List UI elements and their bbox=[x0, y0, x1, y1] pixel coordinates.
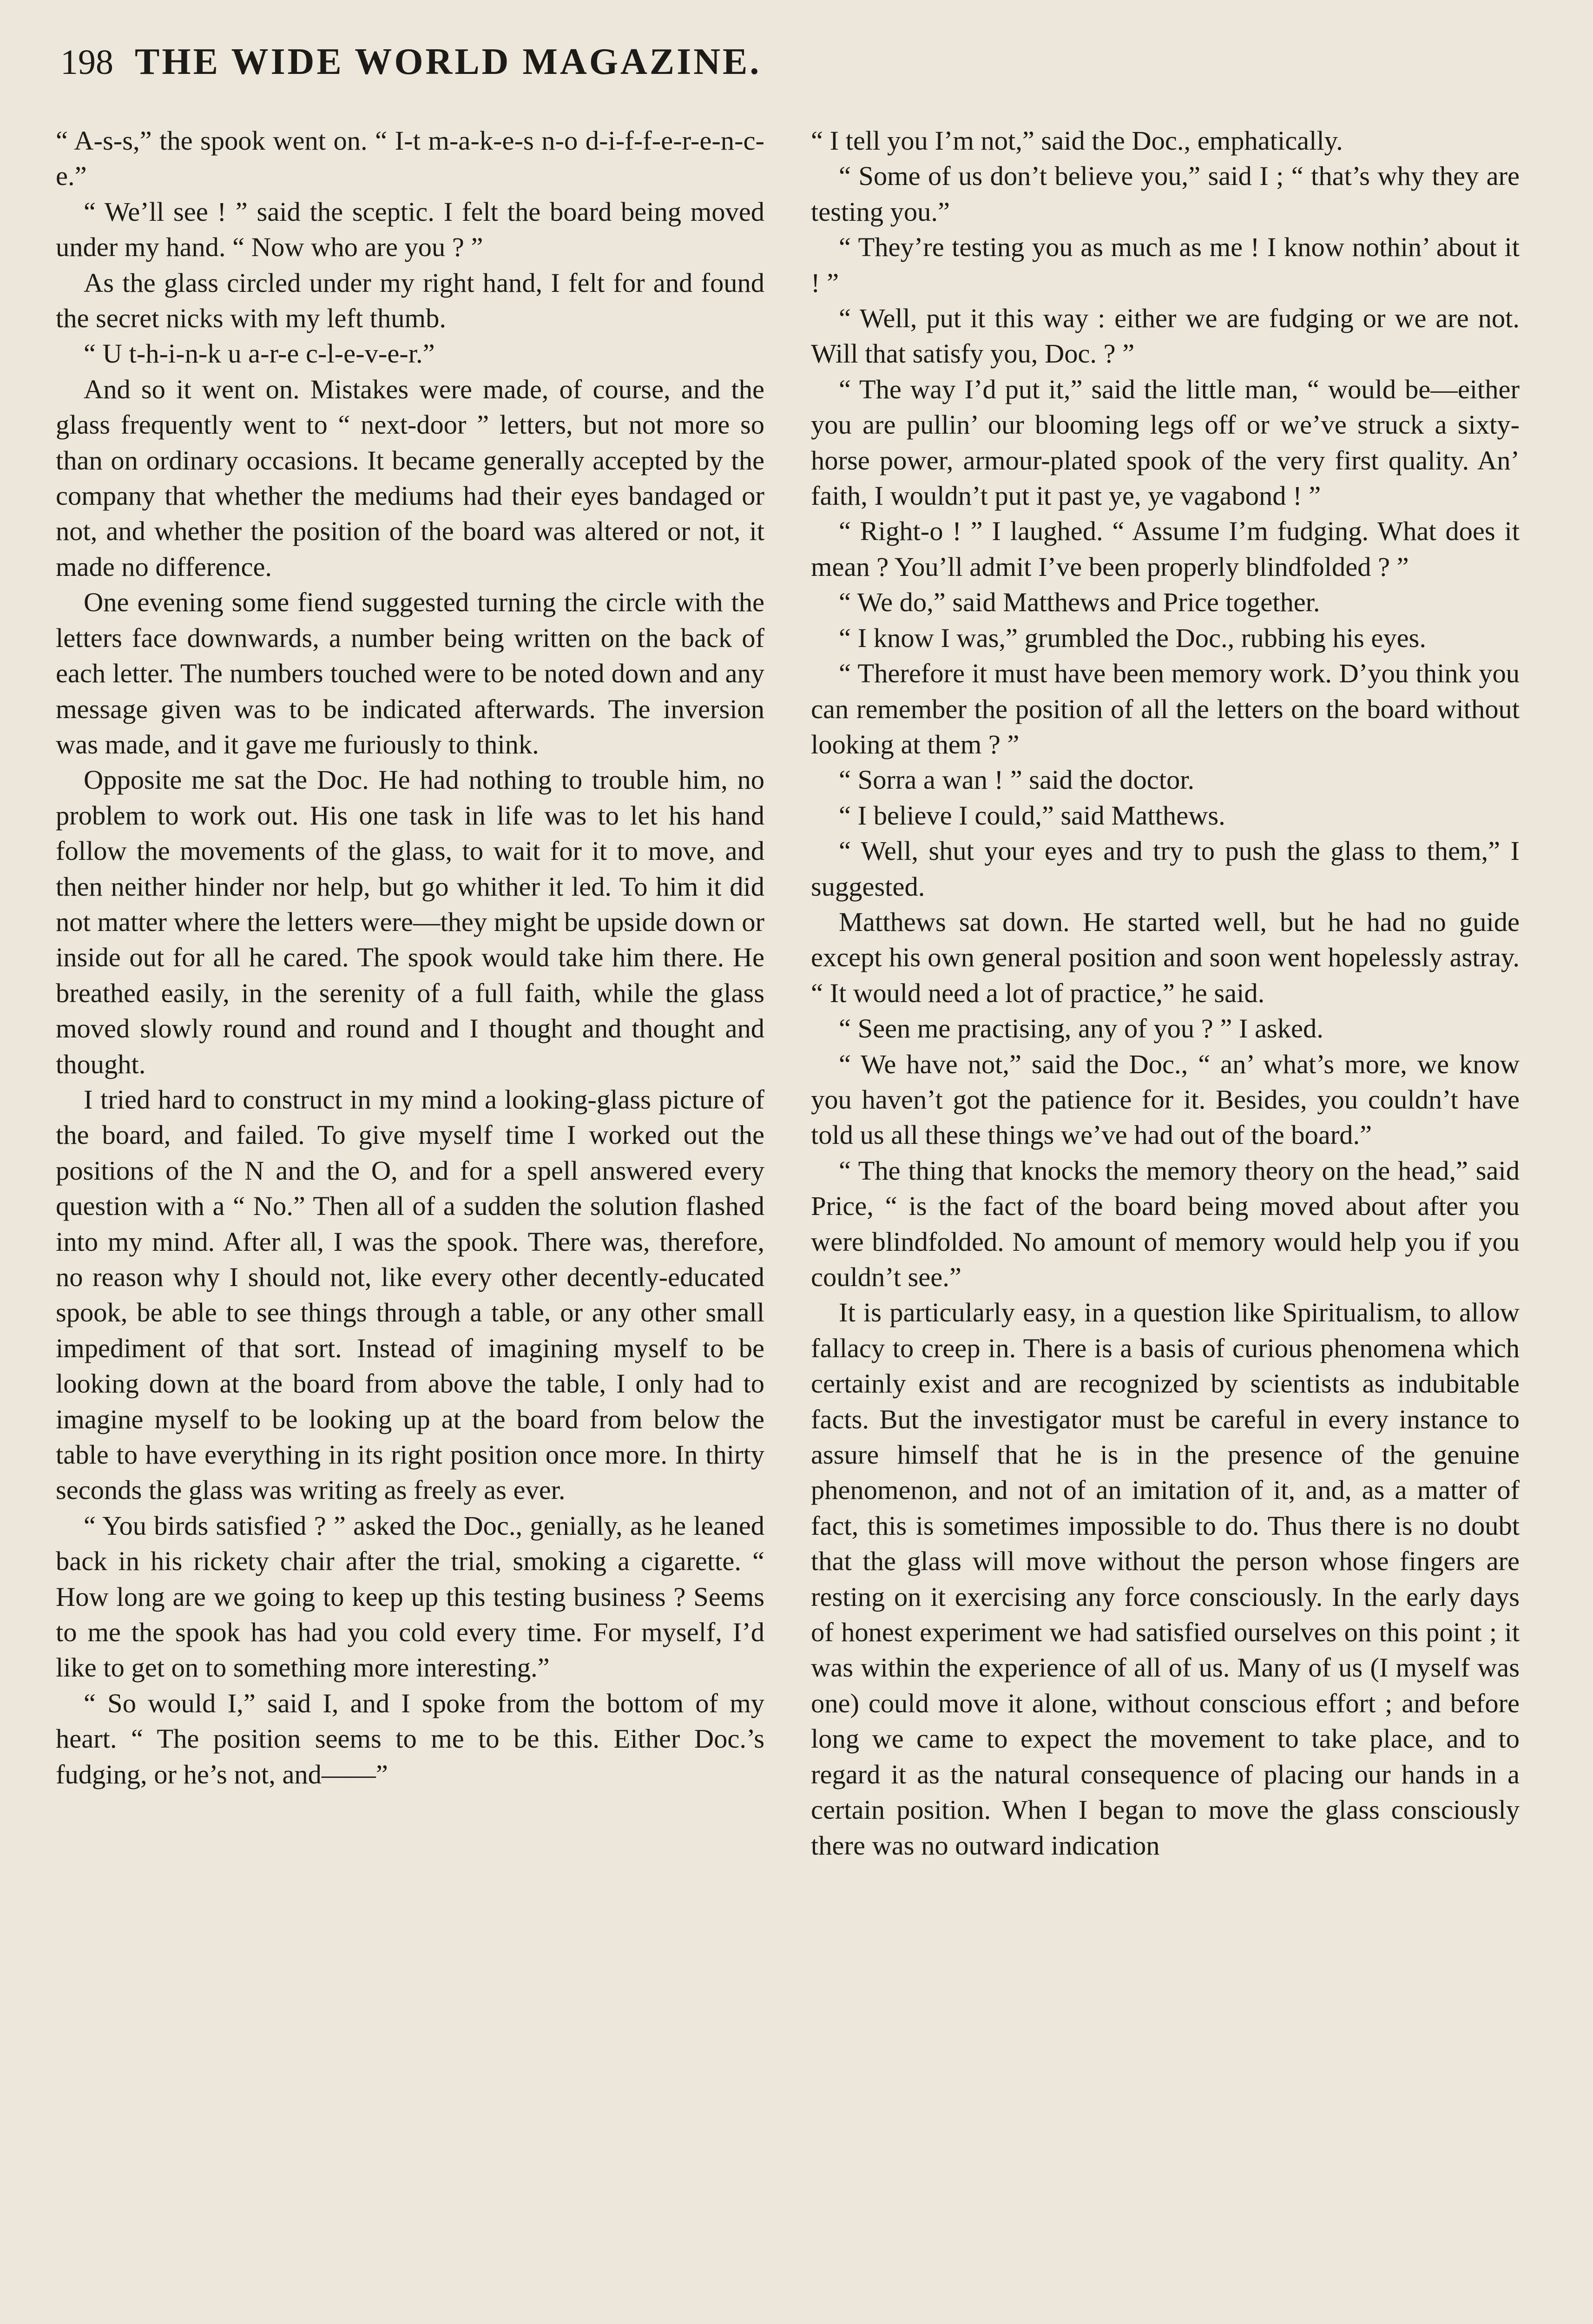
paragraph: “ I tell you I’m not,” said the Doc., emphatically. bbox=[811, 125, 1343, 156]
paragraph: As the glass circled under my right hand, I felt for and found the secret nicks with my left thumb. bbox=[56, 267, 764, 334]
paragraph: “ We have not,” said the Doc., “ an’ what’s more, we know you haven’t got the patience for it. Besides, you couldn’t have told us all these things we’ve had out of the board.” bbox=[811, 1049, 1520, 1150]
paragraph: “ I know I was,” grumbled the Doc., rubbing his eyes. bbox=[839, 622, 1426, 653]
paragraph: “ Therefore it must have been memory work. D’you think you can remember the position of all the letters on the board without looking at them ? ” bbox=[811, 658, 1520, 759]
paragraph: One evening some fiend suggested turning the circle with the letters face downwards, a number being written on the back of each letter. The numbers touched were to be noted down and any message given was to be indicated afterwards. The inversion was made, and it gave me furiously to think. bbox=[56, 587, 764, 759]
paragraph: “ Right-o ! ” I laughed. “ Assume I’m fudging. What does it mean ? You’ll admit I’ve been properly blindfolded ? ” bbox=[811, 516, 1520, 582]
left-column bbox=[56, 123, 764, 2324]
paragraph: “ Seen me practising, any of you ? ” I asked. bbox=[839, 1013, 1323, 1044]
paragraph: It is particularly easy, in a question like Spiritualism, to allow fallacy to creep in. There is a basis of curious phenomena which certainly exist and are recognized by scientists as indubitable facts. But the investigator must be careful in every instance to assure himself that he is in the presence of the genuine phenomenon, and not of an imitation of it, and, as a matter of fact, this is sometimes impossible to do. Thus there is no doubt that the glass will move without the person whose fingers are resting on it exercising any force consciously. In the early days of honest experiment we had satisfied ourselves on this point ; it was within the experience of all of us. Many of us (I myself was one) could move it alone, without conscious effort ; and before long we came to expect the movement to take place, and to regard it as the natural consequence of placing our hands in a certain position. When I began to move the glass consciously there was no outward indication bbox=[811, 1297, 1520, 1861]
page-number: 198 bbox=[60, 43, 113, 82]
paragraph: I tried hard to construct in my mind a looking-glass picture of the board, and failed. To give myself time I worked out the positions of the N and the O, and for a spell answered every question with a “ No.” Then all of a sudden the solution flashed into my mind. After all, I was the spook. There was, therefore, no reason why I should not, like every other decently-educated spook, be able to see things through a table, or any other small impediment of that sort. Instead of imagining myself to be looking down at the board from above the table, I only had to imagine myself to be looking up at the board from below the table to have everything in its right position once more. In thirty seconds the glass was writing as freely as ever. bbox=[56, 1084, 764, 1505]
paragraph: Opposite me sat the Doc. He had nothing to trouble him, no problem to work out. His one task in life was to let his hand follow the movements of the glass, to wait for it to move, and then neither hinder nor help, but go whither it led. To him it did not matter where the letters were—they might be upside down or inside out for all he cared. The spook would take him there. He breathed easily, in the serenity of a full faith, while the glass moved slowly round and round and I thought and thought and thought. bbox=[56, 765, 764, 1079]
right-column bbox=[811, 123, 1520, 2324]
paragraph: “ The way I’d put it,” said the little man, “ would be—either you are pullin’ our blooming legs off or we’ve struck a sixty-horse power, armour-plated spook of the very first quality. An’ faith, I wouldn’t put it past ye, ye vagabond ! ” bbox=[811, 374, 1520, 511]
paragraph: Matthews sat down. He started well, but he had no guide except his own general position and soon went hopelessly astray. “ It would need a lot of practice,” he said. bbox=[811, 906, 1520, 1008]
paragraph: “ We’ll see ! ” said the sceptic. I felt the board being moved under my hand. “ Now who are you ? ” bbox=[56, 196, 764, 263]
paragraph: “ Some of us don’t believe you,” said I ; “ that’s why they are testing you.” bbox=[811, 161, 1520, 227]
magazine-title: THE WIDE WORLD MAGAZINE. bbox=[135, 41, 762, 82]
paragraph: “ Well, shut your eyes and try to push the glass to them,” I suggested. bbox=[811, 836, 1520, 902]
paragraph: “ I believe I could,” said Matthews. bbox=[839, 800, 1225, 831]
paragraph: “ So would I,” said I, and I spoke from the bottom of my heart. “ The position seems to me to be this. Either Doc.’s fudging, or he’s not, and——” bbox=[56, 1688, 764, 1789]
paragraph: “ We do,” said Matthews and Price together. bbox=[839, 587, 1320, 618]
paragraph: “ The thing that knocks the memory theory on the head,” said Price, “ is the fact of the board being moved about after you were blindfolded. No amount of memory would help you if you couldn’t see.” bbox=[811, 1155, 1520, 1292]
paragraph: “ Sorra a wan ! ” said the doctor. bbox=[839, 765, 1195, 795]
page-header bbox=[60, 41, 1547, 106]
paragraph: “ A-s-s,” the spook went on. “ I-t m-a-k-e-s n-o d-i-f-f-e-r-e-n-c-e.” bbox=[56, 125, 764, 191]
paragraph: “ Well, put it this way : either we are fudging or we are not. Will that satisfy you, Doc. ? ” bbox=[811, 303, 1520, 369]
paragraph: “ You birds satisfied ? ” asked the Doc., genially, as he leaned back in his rickety chair after the trial, smoking a cigarette. “ How long are we going to keep up this testing business ? Seems to me the spook has had you cold every time. For myself, I’d like to get on to something more interesting.” bbox=[56, 1510, 764, 1683]
paragraph: And so it went on. Mistakes were made, of course, and the glass frequently went to “ next-door ” letters, but not more so than on ordinary occasions. It became generally accepted by the company that whether the mediums had their eyes bandaged or not, and whether the position of the board was altered or not, it made no difference. bbox=[56, 374, 764, 582]
paragraph: “ U t-h-i-n-k u a-r-e c-l-e-v-e-r.” bbox=[84, 338, 435, 369]
paragraph: “ They’re testing you as much as me ! I know nothin’ about it ! ” bbox=[811, 232, 1520, 298]
